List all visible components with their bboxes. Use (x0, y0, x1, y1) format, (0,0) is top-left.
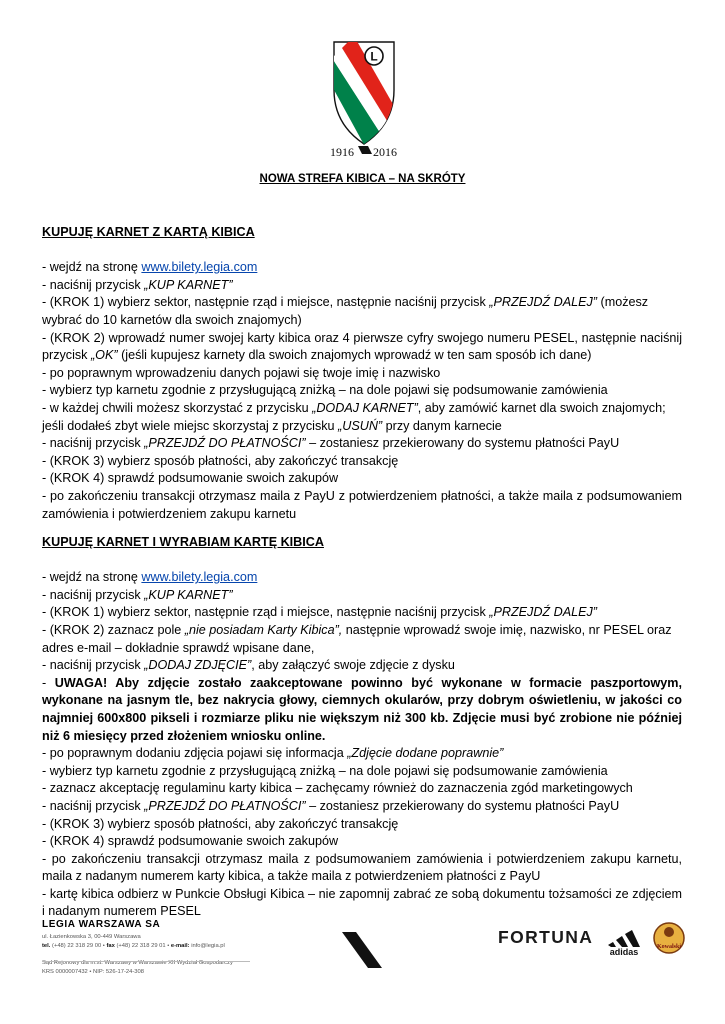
svg-text:1916: 1916 (330, 145, 354, 158)
page-title: NOWA STREFA KIBICA – NA SKRÓTY (259, 173, 466, 185)
company-contact: tel. (+48) 22 318 29 00 • fax (+48) 22 318 29 01 • e-mail: info@legia.pl (42, 942, 225, 949)
step-line: - po zakończeniu transakcji otrzymasz maila z PayU z potwierdzeniem płatności, a także maila z podsumowaniem zamówienia i potwierdzeniem zakupu karnetu (42, 488, 682, 521)
step-line: - naciśnij przycisk „DODAJ ZDJĘCIE”, aby załączyć swoje zdjęcie z dysku (42, 658, 455, 673)
step-line: - wybierz typ karnetu zgodnie z przysługującą zniżką – na dole pojawi się podsumowanie zamówienia (42, 763, 608, 778)
legia-slash-icon (358, 146, 372, 154)
sponsor-fortuna-logo: FORTUNA (498, 927, 594, 947)
svg-text:adidas: adidas (609, 947, 639, 957)
company-krs: KRS 0000007432 • NIP: 526-17-24-308 (42, 968, 144, 975)
step-line: - (KROK 4) sprawdź podsumowanie swoich zakupów (42, 834, 339, 849)
tickets-link[interactable]: www.bilety.legia.com (141, 260, 258, 275)
step-line: - wejdź na stronę www.bilety.legia.com (42, 570, 258, 585)
step-line: - kartę kibica odbierz w Punkcie Obsługi Kibica – nie zapomnij zabrać ze sobą dokumentu tożsamości ze zdjęciem i nadanym numerem PESEL (42, 886, 682, 919)
footer-divider (42, 961, 250, 962)
step-line: - naciśnij przycisk „KUP KARNET” (42, 587, 233, 602)
step-line: - (KROK 3) wybierz sposób płatności, aby zakończyć transakcję (42, 453, 399, 468)
step-line: - (KROK 1) wybierz sektor, następnie rząd i miejsce, następnie naciśnij przycisk „PRZEJDŹ DALEJ” (możesz wybrać do 10 karnetów dla swoich znajomych) (42, 295, 649, 327)
company-name: LEGIA WARSZAWA SA (42, 919, 161, 930)
step-line: - po poprawnym wprowadzeniu danych pojawi się twoje imię i nazwisko (42, 365, 441, 380)
step-line: - naciśnij przycisk „PRZEJDŹ DO PŁATNOŚCI” – zostaniesz przekierowany do systemu płatności PayU (42, 798, 620, 813)
step-line: - po poprawnym dodaniu zdjęcia pojawi się informacja „Zdjęcie dodane poprawnie” (42, 746, 504, 761)
step-line: - w każdej chwili możesz skorzystać z przycisku „DODAJ KARNET”, aby zamówić karnet dla swoich znajomych; jeśli dodałeś zbyt wiele miejsc skorzystaj z przycisku „USUŃ” przy danym karnecie (42, 400, 666, 433)
legia-crest-icon (328, 32, 400, 158)
slash-mark-icon (342, 930, 382, 970)
step-line: - (KROK 1) wybierz sektor, następnie rząd i miejsce, następnie naciśnij przycisk „PRZEJDŹ DALEJ” (42, 605, 598, 620)
warning-line: - UWAGA! Aby zdjęcie zostało zaakceptowane powinno być wykonane w formacie paszportowym, wykonane na jasnym tle, bez nakrycia głowy, ciemnych okularów, przy dobrym oświetleniu, w jakości co najmniej 600x800 pikseli i rozmiarze pliku nie większym niż 300 kb. Zdjęcie musi być zrobione nie później niż 6 miesięcy przed złożeniem wniosku online. (42, 675, 682, 743)
step-line: - (KROK 4) sprawdź podsumowanie swoich zakupów (42, 471, 339, 486)
company-court: Sąd Rejonowy dla m.st. Warszawy w Warszawie XII Wydział Gospodarczy (42, 960, 233, 966)
svg-text:Kowalski: Kowalski (656, 944, 682, 950)
tickets-link[interactable]: www.bilety.legia.com (141, 570, 258, 585)
step-line: - zaznacz akceptację regulaminu karty kibica – zachęcamy również do zaznaczenia zgód marketingowych (42, 781, 633, 796)
step-line: - (KROK 2) zaznacz pole „nie posiadam Karty Kibica”, następnie wprowadź swoje imię, nazwisko, nr PESEL oraz adres e-mail – dokładnie sprawdź wpisane dane, (42, 622, 672, 655)
svg-text:2016: 2016 (373, 145, 397, 158)
svg-text:L: L (370, 49, 378, 64)
section-title: KUPUJĘ KARNET I WYRABIAM KARTĘ KIBICA (42, 535, 324, 549)
step-line: - po zakończeniu transakcji otrzymasz maila z podsumowaniem zamówienia i potwierdzeniem zakupu karnetu, maila z nadanym numerem karty kibica, a także maila z potwierdzeniem płatności z PayU (42, 851, 682, 884)
step-line: - naciśnij przycisk „PRZEJDŹ DO PŁATNOŚCI” – zostaniesz przekierowany do systemu płatności PayU (42, 436, 620, 451)
step-line: - wybierz typ karnetu zgodnie z przysługującą zniżką – na dole pojawi się podsumowanie zamówienia (42, 383, 608, 398)
step-line: - naciśnij przycisk „KUP KARNET” (42, 277, 233, 292)
company-address: ul. Łazienkowska 3, 00-449 Warszawa (42, 934, 141, 940)
section-karta-kibica (42, 224, 682, 523)
sponsor-kowalski-logo (652, 921, 686, 959)
step-line: - (KROK 3) wybierz sposób płatności, aby zakończyć transakcję (42, 816, 399, 831)
email-link[interactable]: info@legia.pl (191, 942, 225, 949)
sponsor-adidas-logo (604, 925, 644, 957)
footer-company-info (42, 919, 302, 976)
step-line: - (KROK 2) wprowadź numer swojej karty kibica oraz 4 pierwsze cyfry swojego numeru PESEL, następnie naciśnij przycisk „OK” (jeśli kupujesz karnety dla swoich znajomych wprowadź w ten sam sposób ich dane) (42, 330, 682, 363)
step-line: - wejdź na stronę www.bilety.legia.com (42, 260, 258, 275)
section-title: KUPUJĘ KARNET Z KARTĄ KIBICA (42, 225, 255, 239)
section-wyrabiam-karte (42, 534, 682, 921)
